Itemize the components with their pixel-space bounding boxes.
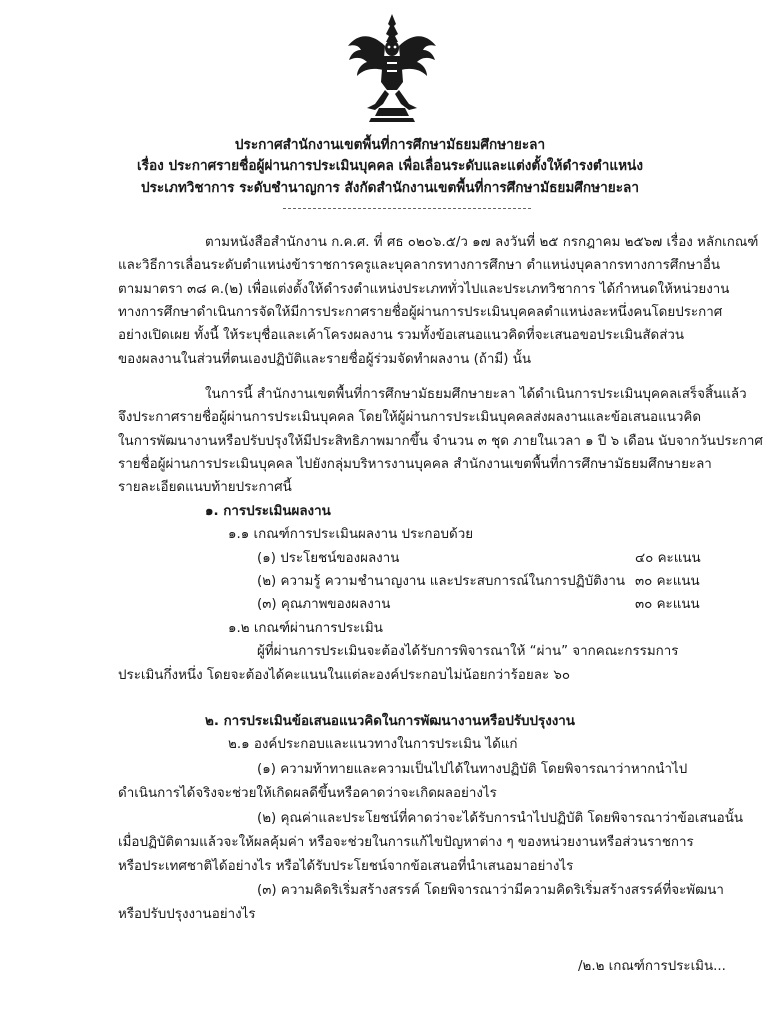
item-2-line-2: เมื่อปฏิบัติตามแล้วจะให้ผลคุ้มค่า หรือจะช่วยในการแก้ไขปัญหาต่าง ๆ ของหน่วยงานหรือส่วนราชการ [118,835,694,850]
para2-line-2: จึงประกาศรายชื่อผู้ผ่านการประเมินบุคคล โดยให้ผู้ผ่านการประเมินบุคคลส่งผลงานและข้อเสนอแนวคิด [118,410,702,425]
intro-line-5: อย่างเปิดเผย ทั้งนี้ ให้ระบุชื่อและเค้าโครงผลงาน รวมทั้งข้อเสนอแนวคิดที่จะเสนอขอประเมินสัดส่วน [118,328,685,343]
section1-sub1: ๑.๑ เกณฑ์การประเมินผลงาน ประกอบด้วย [228,527,474,542]
para2-line-4: รายชื่อผู้ผ่านการประเมินบุคคล ไปยังกลุ่มบริหารงานบุคคล สำนักงานเขตพื้นที่การศึกษามัธยมศึกษายะลา [118,457,712,472]
criterion-1-score: ๔๐ คะแนน [635,551,701,566]
section2-heading: ๒. การประเมินข้อเสนอแนวคิดในการพัฒนางานหรือปรับปรุงงาน [205,714,575,729]
item-2-line-3: หรือประเทศชาติได้อย่างไร หรือได้รับประโยชน์จากข้อเสนอที่นำเสนอมาอย่างไร [118,859,574,874]
criterion-1-label: (๑) ประโยชน์ของผลงาน [257,551,400,566]
announcement-subject: เรื่อง ประกาศรายชื่อผู้ผ่านการประเมินบุคคล เพื่อเลื่อนระดับและแต่งตั้งให้ดำรงตำแหน่ง [137,158,643,174]
para2-line-3: ในการพัฒนางานหรือปรับปรุงให้มีประสิทธิภาพมากขึ้น จำนวน ๓ ชุด ภายในเวลา ๑ ปี ๖ เดือน นับจากวันประกาศ [118,434,763,449]
item-3-line-2: หรือปรับปรุงงานอย่างไร [118,907,256,922]
intro-line-2: และวิธีการเลื่อนระดับตำแหน่งข้าราชการครูและบุคลากรทางการศึกษา ตำแหน่งบุคลากรทางการศึกษาอื่น [118,258,721,273]
item-2-line-1: (๒) คุณค่าและประโยชน์ที่คาดว่าจะได้รับการนำไปปฏิบัติ โดยพิจารณาว่าข้อเสนอนั้น [257,811,743,826]
intro-line-3: ตามมาตรา ๓๘ ค.(๒) เพื่อแต่งตั้งให้ดำรงตำแหน่งประเภททั่วไปและประเภทวิชาการ ได้กำหนดให้หน่วยงาน [118,282,730,297]
section2-sub1: ๒.๑ องค์ประกอบและแนวทางในการประเมิน ได้แก่ [228,737,518,752]
pass-criteria-line-2: ประเมินกึ่งหนึ่ง โดยจะต้องได้คะแนนในแต่ละองค์ประกอบไม่น้อยกว่าร้อยละ ๖๐ [118,668,571,683]
intro-line-1: ตามหนังสือสำนักงาน ก.ค.ศ. ที่ ศธ ๐๒๐๖.๕/ว ๑๗ ลงวันที่ ๒๕ กรกฎาคม ๒๕๖๗ เรื่อง หลักเกณฑ์ [205,235,759,250]
announcement-subject-cont: ประเภทวิชาการ ระดับชำนาญการ สังกัดสำนักงานเขตพื้นที่การศึกษามัธยมศึกษายะลา [141,180,639,196]
section1-sub2: ๑.๒ เกณฑ์ผ่านการประเมิน [228,621,383,636]
intro-line-6: ของผลงานในส่วนที่ตนเองปฏิบัติและรายชื่อผู้ร่วมจัดทำผลงาน (ถ้ามี) นั้น [118,352,532,367]
continuation-note: /๒.๒ เกณฑ์การประเมิน... [578,959,726,974]
item-1-line-1: (๑) ความท้าทายและความเป็นไปได้ในทางปฏิบัติ โดยพิจารณาว่าหากนำไป [257,762,688,777]
section1-heading: ๑. การประเมินผลงาน [205,504,331,519]
announcement-title: ประกาศสำนักงานเขตพื้นที่การศึกษามัธยมศึกษายะลา [234,137,546,153]
para2-line-5: รายละเอียดแนบท้ายประกาศนี้ [118,480,292,495]
title-divider [283,208,531,209]
criterion-3-label: (๓) คุณภาพของผลงาน [257,597,391,612]
pass-criteria-line-1: ผู้ที่ผ่านการประเมินจะต้องได้รับการพิจารณาให้ “ผ่าน” จากคณะกรรมการ [257,644,679,659]
para2-line-1: ในการนี้ สำนักงานเขตพื้นที่การศึกษามัธยมศึกษายะลา ได้ดำเนินการประเมินบุคคลเสร็จสิ้นแล้ว [205,387,747,402]
criterion-2-score: ๓๐ คะแนน [635,574,700,589]
item-1-line-2: ดำเนินการได้จริงจะช่วยให้เกิดผลดีขึ้นหรือคาดว่าจะเกิดผลอย่างไร [118,786,497,801]
intro-line-4: ทางการศึกษาดำเนินการจัดให้มีการประกาศรายชื่อผู้ผ่านการประเมินบุคคลตำแหน่งละหนึ่งคนโดยประกาศ [118,305,723,320]
item-3-line-1: (๓) ความคิดริเริ่มสร้างสรรค์ โดยพิจารณาว่ามีความคิดริเริ่มสร้างสรรค์ที่จะพัฒนา [257,883,724,898]
criterion-2-label: (๒) ความรู้ ความชำนาญงาน และประสบการณ์ในการปฏิบัติงาน [257,574,626,589]
criterion-3-score: ๓๐ คะแนน [635,597,700,612]
garuda-emblem-icon [345,12,439,124]
